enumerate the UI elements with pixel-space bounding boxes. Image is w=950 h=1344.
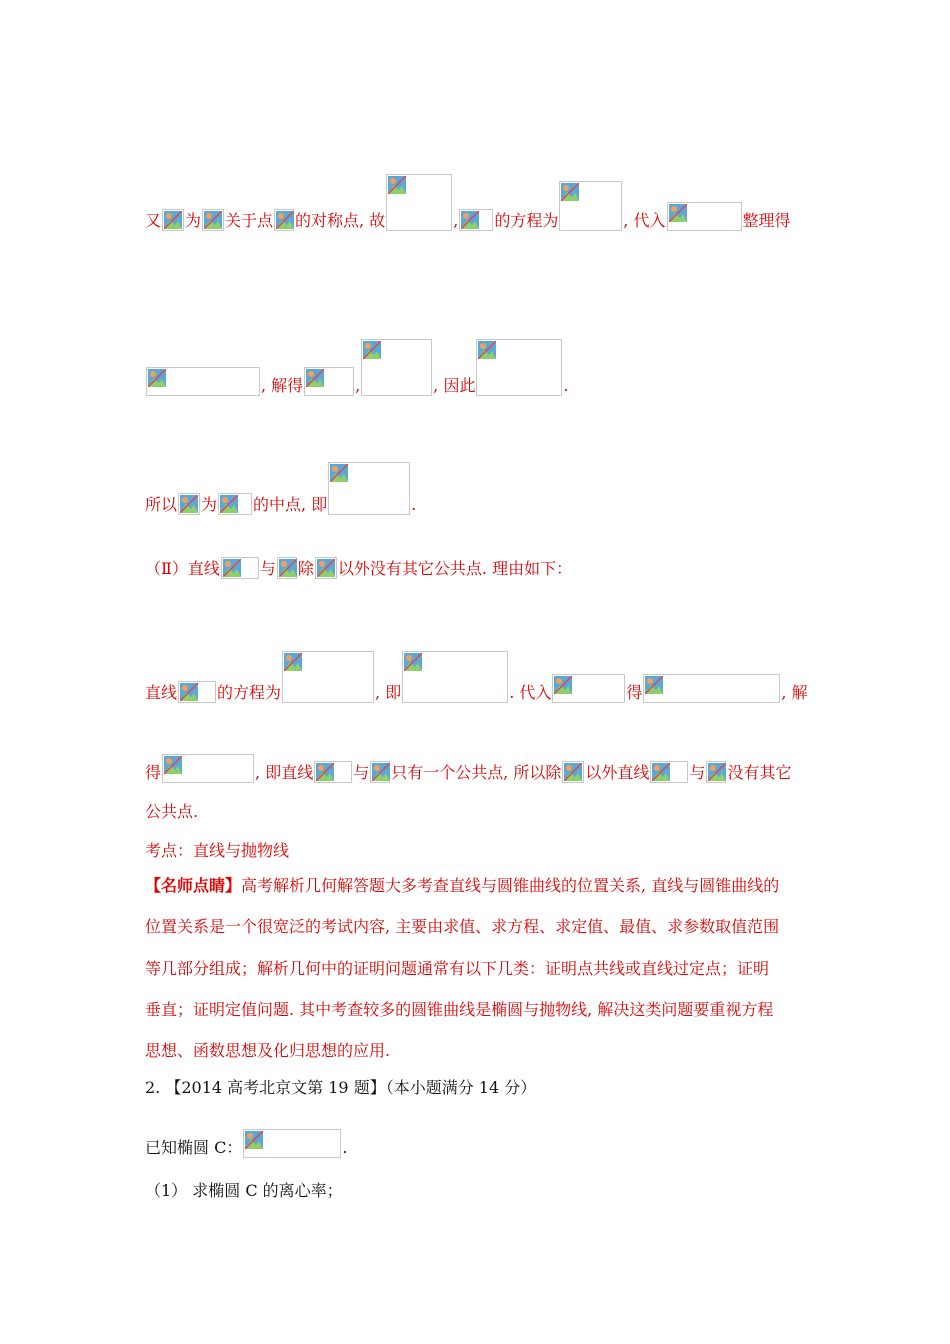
broken-image-icon [461,211,479,229]
text: 高考解析几何解答题大多考查直线与圆锥曲线的位置关系, 直线与圆锥曲线的 [241,876,780,895]
text: 考点：直线与抛物线 [145,841,290,860]
formula-image [552,674,625,703]
solution-line-5 [145,651,808,703]
text: 与 [259,559,276,578]
text: 得 [626,683,643,702]
text: . [563,376,569,395]
text: 整理得 [742,211,791,230]
formula-image [328,462,410,515]
broken-image-icon [180,495,198,513]
formula-image [178,493,200,515]
tips-line-4 [145,1000,773,1020]
text: 的对称点, 故 [295,211,386,230]
formula-image [667,202,742,231]
formula-image [274,209,294,231]
text: , 解 [781,683,808,702]
broken-image-icon [164,211,182,229]
formula-image [361,339,432,396]
text: 为 [185,211,202,230]
text: . 代入 [509,683,552,702]
broken-image-icon [363,341,381,359]
text: , [355,376,361,395]
broken-image-icon [306,369,324,387]
formula-image [221,557,259,579]
text: 直线 [145,683,178,702]
text: 得 [145,763,162,782]
text: . [342,1138,348,1157]
broken-image-icon [708,763,726,781]
formula-image [202,209,224,231]
text: 与 [353,763,370,782]
broken-image-icon [220,495,238,513]
formula-image [162,754,254,783]
text: 除 [297,559,314,578]
text: 为 [201,495,218,514]
formula-image [277,557,297,579]
formula-image [314,761,352,783]
formula-image [402,651,508,703]
text: 思想、函数思想及化归思想的应用. [145,1041,391,1060]
text: 等几部分组成；解析几何中的证明问题通常有以下几类：证明点共线或直线过定点；证明 [145,959,770,978]
broken-image-icon [204,211,222,229]
text: 垂直；证明定值问题. 其中考查较多的圆锥曲线是椭圆与抛物线, 解决这类问题要重视方程 [145,1000,774,1019]
broken-image-icon [388,176,406,194]
tips-label: 【名师点睛】 [145,876,242,895]
formula-image [282,651,374,703]
text: 与 [689,763,706,782]
text: , 代入 [623,211,666,230]
broken-image-icon [316,763,334,781]
text: 所以 [145,495,178,514]
formula-image [706,761,726,783]
text: 以外没有其它公共点. 理由如下： [337,559,573,578]
formula-image [476,339,562,396]
formula-image [162,209,184,231]
text: , 即直线 [255,763,314,782]
text: 的方程为 [217,683,282,702]
broken-image-icon [478,341,496,359]
broken-image-icon [223,559,241,577]
text: , 即 [375,683,402,702]
broken-image-icon [164,756,182,774]
text: 又 [145,211,162,230]
text: . [411,495,417,514]
broken-image-icon [330,464,348,482]
text: 只有一个公共点, 所以除 [391,763,562,782]
broken-image-icon [276,211,294,229]
tips-line-2 [145,917,779,937]
text: （1） 求椭圆 C 的离心率； [145,1181,343,1200]
formula-image [218,493,252,515]
broken-image-icon [645,676,663,694]
broken-image-icon [564,763,582,781]
tips-line-3 [145,959,769,979]
problem-header [145,1078,536,1098]
formula-image [562,761,584,783]
solution-line-4 [145,557,572,579]
text: 的方程为 [494,211,559,230]
solution-line-1 [145,174,791,231]
formula-image [178,681,216,703]
formula-image [315,557,337,579]
solution-line-6 [145,754,791,783]
broken-image-icon [404,653,422,671]
formula-image [643,674,780,703]
formula-image [386,174,452,231]
broken-image-icon [148,369,166,387]
broken-image-icon [284,653,302,671]
text: , 因此 [433,376,476,395]
broken-image-icon [279,559,297,577]
formula-image [650,761,688,783]
formula-image [459,209,493,231]
question-1 [145,1181,343,1201]
text: 公共点. [145,802,199,821]
text: 关于点 [225,211,274,230]
text: （Ⅱ）直线 [145,559,220,578]
broken-image-icon [180,683,198,701]
text: 位置关系是一个很宽泛的考试内容, 主要由求值、求方程、求定值、最值、求参数取值范围 [145,917,780,936]
tips-line-5 [145,1041,390,1061]
broken-image-icon [245,1131,263,1149]
text: 已知椭圆 C： [145,1138,243,1157]
broken-image-icon [554,676,572,694]
formula-image [559,181,622,231]
broken-image-icon [652,763,670,781]
problem-given [145,1129,347,1158]
formula-image [370,761,390,783]
broken-image-icon [669,204,687,222]
text: 没有其它 [727,763,792,782]
formula-image [243,1129,341,1158]
broken-image-icon [372,763,390,781]
kaodian [145,841,289,861]
broken-image-icon [561,183,579,201]
solution-line-3 [145,462,416,515]
text: , [453,211,459,230]
text: 以外直线 [585,763,650,782]
formula-image [304,367,354,396]
tips-line-1 [145,876,779,896]
broken-image-icon [317,559,335,577]
solution-line-7 [145,802,198,822]
text: 的中点, 即 [253,495,328,514]
solution-line-2 [145,339,569,396]
formula-image [146,367,260,396]
text: , 解得 [261,376,304,395]
text: 2. 【2014 高考北京文第 19 题】（本小题满分 14 分） [145,1078,537,1097]
